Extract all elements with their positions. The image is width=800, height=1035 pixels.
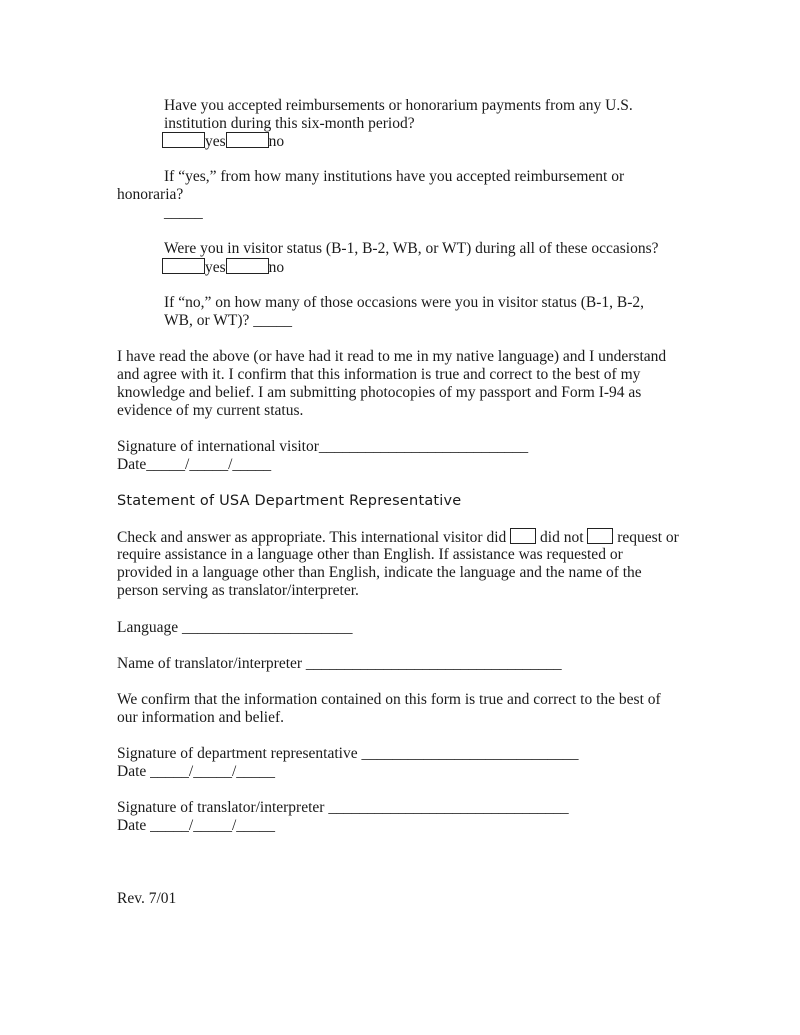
visitor-signature-field[interactable]: Signature of international visitor___________________________: [117, 438, 529, 455]
visitor-date-field[interactable]: Date_____/_____/_____: [117, 456, 272, 473]
visitor-status-no-checkbox[interactable]: [226, 258, 269, 274]
assistance-line-4: person serving as translator/interpreter.: [117, 582, 359, 599]
translator-name-field[interactable]: Name of translator/interpreter _________________________________: [117, 655, 562, 672]
occasions-question-line-1: If “no,” on how many of those occasions were you in visitor status (B-1, B-2,: [164, 294, 644, 311]
reimbursement-answer-row: [162, 132, 284, 151]
representative-section-heading: Statement of USA Department Representative: [117, 493, 462, 509]
visitor-status-no-label: no: [268, 259, 285, 276]
visitor-status-yes-checkbox[interactable]: [162, 258, 205, 274]
visitor-status-question: Were you in visitor status (B-1, B-2, WB, or WT) during all of these occasions?: [164, 240, 659, 257]
occasions-question-line-2[interactable]: WB, or WT)? _____: [164, 312, 292, 329]
attestation-line-4: evidence of my current status.: [117, 402, 304, 419]
visitor-status-answer-row: [162, 258, 284, 277]
representative-signature-field[interactable]: Signature of department representative ____________________________: [117, 745, 579, 762]
assistance-line-1: [117, 528, 679, 547]
reimbursement-yes-checkbox[interactable]: [162, 132, 205, 148]
assistance-line-2: require assistance in a language other than English. If assistance was requested or: [117, 546, 623, 563]
assistance-line-3: provided in a language other than English, indicate the language and the name of the: [117, 564, 642, 581]
confirmation-line-2: our information and belief.: [117, 709, 285, 726]
reimbursement-no-label: no: [268, 133, 285, 150]
assistance-text-c: request or: [617, 529, 679, 546]
translator-date-field[interactable]: Date _____/_____/_____: [117, 817, 275, 834]
did-checkbox[interactable]: [510, 528, 536, 544]
confirmation-line-1: We confirm that the information contained on this form is true and correct to the best of: [117, 691, 661, 708]
translator-signature-field[interactable]: Signature of translator/interpreter _______________________________: [117, 799, 569, 816]
institutions-question-line-1: If “yes,” from how many institutions have you accepted reimbursement or: [164, 168, 625, 185]
did-not-checkbox[interactable]: [587, 528, 613, 544]
language-field[interactable]: Language ______________________: [117, 619, 353, 636]
representative-date-field[interactable]: Date _____/_____/_____: [117, 763, 275, 780]
institutions-question-line-2: honoraria?: [117, 186, 184, 203]
institutions-count-blank[interactable]: _____: [164, 204, 203, 221]
reimbursement-no-checkbox[interactable]: [226, 132, 269, 148]
reimbursement-question-line-1: Have you accepted reimbursements or honorarium payments from any U.S.: [164, 97, 633, 114]
revision-label: Rev. 7/01: [117, 890, 177, 907]
reimbursement-question-line-2: institution during this six-month period?: [164, 115, 415, 132]
visitor-status-yes-label: yes: [205, 259, 226, 276]
attestation-line-3: knowledge and belief. I am submitting photocopies of my passport and Form I-94 as: [117, 384, 642, 401]
reimbursement-yes-label: yes: [205, 133, 226, 150]
attestation-line-1: I have read the above (or have had it read to me in my native language) and I understand: [117, 348, 667, 365]
did-not-label: did not: [540, 529, 584, 546]
assistance-text-a: Check and answer as appropriate. This international visitor did: [117, 529, 507, 546]
attestation-line-2: and agree with it. I confirm that this information is true and correct to the best of my: [117, 366, 641, 383]
